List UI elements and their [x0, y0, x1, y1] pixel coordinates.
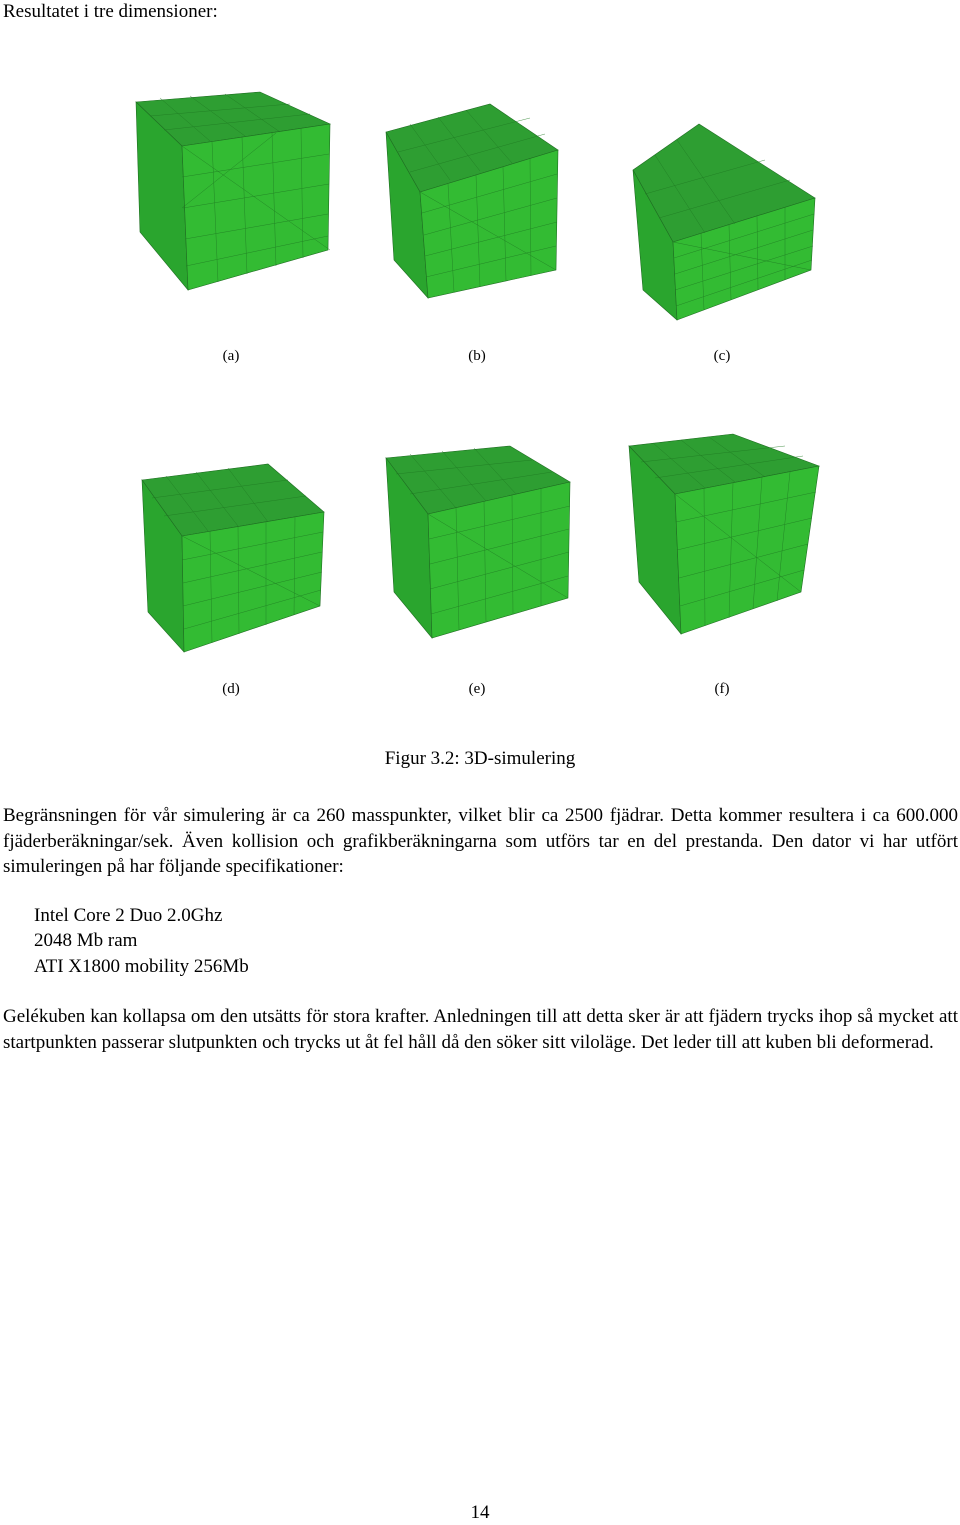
- subfigure-label-c: (c): [713, 348, 731, 364]
- cube-render-b: [380, 100, 570, 300]
- cube-render-d: [138, 460, 328, 655]
- page-number: 14: [470, 1502, 490, 1523]
- intro-text: Resultatet i tre dimensioner:: [3, 1, 218, 22]
- cube-render-c: [625, 120, 825, 325]
- spec-gpu: ATI X1800 mobility 256Mb: [34, 956, 249, 977]
- subfigure-label-e: (e): [468, 681, 486, 697]
- subfigure-label-b: (b): [468, 348, 486, 364]
- figure-caption: Figur 3.2: 3D-simulering: [384, 748, 576, 769]
- subfigure-label-f: (f): [714, 681, 730, 697]
- subfigure-label-d: (d): [222, 681, 240, 697]
- cube-render-f: [625, 432, 825, 637]
- cube-render-a: [130, 90, 340, 300]
- subfigure-label-a: (a): [222, 348, 240, 364]
- paragraph-specs-intro: Begränsningen för vår simulering är ca 260 masspunkter, vilket blir ca 2500 fjädrar. Detta kommer resultera i ca 600.000 fjäderberäkningar/sek. Även kollision och grafikberäkningarna som utförs tar en del prestanda. Den dator vi har utfört simuleringen på har följande specifikationer:: [3, 805, 958, 877]
- cube-render-e: [382, 442, 572, 642]
- paragraph-collapse: Gelékuben kan kollapsa om den utsätts för stora krafter. Anledningen till att detta sker är att fjädern trycks ihop så mycket att startpunkten passerar slutpunkten och trycks ut åt fel håll då den söker sitt viloläge. Det leder till att kuben bli deformerad.: [3, 1006, 958, 1053]
- spec-cpu: Intel Core 2 Duo 2.0Ghz: [34, 905, 223, 926]
- spec-ram: 2048 Mb ram: [34, 930, 138, 951]
